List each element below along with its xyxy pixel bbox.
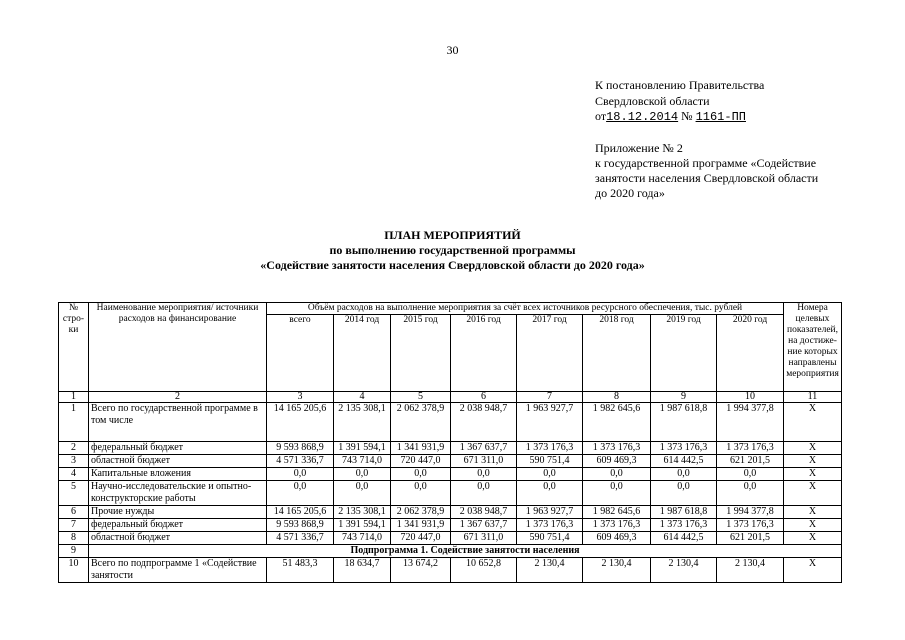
decree-line-1: К постановлению Правительства [595, 78, 765, 92]
row-value: 1 373 176,3 [651, 442, 717, 455]
row-name: федеральный бюджет [89, 442, 267, 455]
row-value: 1 373 176,3 [583, 442, 651, 455]
row-value: 1 994 377,8 [717, 403, 784, 442]
decree-date: 18.12.2014 [606, 110, 679, 124]
row-value: 0,0 [517, 468, 583, 481]
row-value: 0,0 [717, 481, 784, 506]
row-value: 14 165 205,6 [267, 506, 334, 519]
row-value: 671 311,0 [451, 455, 517, 468]
row-value: 671 311,0 [451, 532, 517, 545]
row-value: 0,0 [583, 468, 651, 481]
row-target: Х [784, 403, 842, 442]
row-value: 2 130,4 [517, 558, 583, 583]
table-row [59, 506, 842, 519]
row-target: Х [784, 455, 842, 468]
column-number: 6 [451, 392, 517, 403]
row-name: Капитальные вложения [89, 468, 267, 481]
row-value: 1 367 637,7 [451, 442, 517, 455]
row-number: 3 [59, 455, 89, 468]
row-value: 13 674,2 [391, 558, 451, 583]
header-year: 2018 год [583, 315, 651, 392]
row-number: 6 [59, 506, 89, 519]
header-num: № стро-ки [59, 303, 89, 392]
row-value: 9 593 868,9 [267, 519, 334, 532]
row-value: 2 130,4 [651, 558, 717, 583]
row-target: Х [784, 506, 842, 519]
header-year: 2017 год [517, 315, 583, 392]
header-year: 2020 год [717, 315, 784, 392]
header-year: 2019 год [651, 315, 717, 392]
row-value: 1 367 637,7 [451, 519, 517, 532]
header-name: Наименование мероприятия/ источники расходов на финансирование [89, 303, 267, 392]
table-row [59, 519, 842, 532]
title-line-1: ПЛАН МЕРОПРИЯТИЙ [384, 228, 521, 242]
row-value: 614 442,5 [651, 532, 717, 545]
row-value: 590 751,4 [517, 455, 583, 468]
column-number: 7 [517, 392, 583, 403]
row-value: 9 593 868,9 [267, 442, 334, 455]
row-value: 2 062 378,9 [391, 403, 451, 442]
row-value: 2 130,4 [583, 558, 651, 583]
row-value: 0,0 [517, 481, 583, 506]
column-number: 10 [717, 392, 784, 403]
row-value: 590 751,4 [517, 532, 583, 545]
table-row [59, 468, 842, 481]
table-row [59, 403, 842, 442]
column-number: 11 [784, 392, 842, 403]
row-value: 1 341 931,9 [391, 519, 451, 532]
document-title [0, 228, 905, 273]
row-name: Всего по подпрограмме 1 «Содействие занятости [89, 558, 267, 583]
row-value: 2 062 378,9 [391, 506, 451, 519]
row-value: 0,0 [334, 481, 391, 506]
row-target: Х [784, 481, 842, 506]
row-value: 0,0 [267, 481, 334, 506]
row-target: Х [784, 468, 842, 481]
row-value: 0,0 [651, 481, 717, 506]
row-value: 1 963 927,7 [517, 403, 583, 442]
row-value: 0,0 [334, 468, 391, 481]
row-value: 1 373 176,3 [651, 519, 717, 532]
decree-number: 1161-ПП [695, 110, 746, 124]
decree-date-line [595, 109, 764, 126]
row-value: 0,0 [267, 468, 334, 481]
row-value: 1 391 594,1 [334, 519, 391, 532]
plan-table [58, 302, 842, 583]
decree-from: от [595, 109, 607, 123]
row-value: 1 982 645,6 [583, 506, 651, 519]
row-name: федеральный бюджет [89, 519, 267, 532]
row-value: 1 373 176,3 [717, 519, 784, 532]
row-number: 10 [59, 558, 89, 583]
row-value: 4 571 336,7 [267, 455, 334, 468]
row-value: 743 714,0 [334, 532, 391, 545]
appendix-block [595, 141, 818, 201]
row-target: Х [784, 442, 842, 455]
row-value: 51 483,3 [267, 558, 334, 583]
row-number: 7 [59, 519, 89, 532]
appendix-line-4: до 2020 года» [595, 186, 665, 200]
row-value: 2 038 948,7 [451, 506, 517, 519]
table-row [59, 558, 842, 583]
decree-line-2: Свердловской области [595, 93, 710, 108]
table-row [59, 442, 842, 455]
row-value: 609 469,3 [583, 455, 651, 468]
decree-block [595, 78, 764, 126]
row-target: Х [784, 519, 842, 532]
header-year: 2015 год [391, 315, 451, 392]
table-row [59, 481, 842, 506]
header-targets: Номера целевых показателей, на достиже-ние которых направлены мероприятия [784, 303, 842, 392]
header-year: всего [267, 315, 334, 392]
row-value: 0,0 [451, 481, 517, 506]
row-value: 0,0 [391, 468, 451, 481]
row-number: 1 [59, 403, 89, 442]
row-name: Всего по государственной программе в том числе [89, 403, 267, 442]
row-name: областной бюджет [89, 532, 267, 545]
row-value: 2 135 308,1 [334, 506, 391, 519]
header-year: 2014 год [334, 315, 391, 392]
row-value: 10 652,8 [451, 558, 517, 583]
row-value: 1 987 618,8 [651, 506, 717, 519]
row-value: 1 994 377,8 [717, 506, 784, 519]
row-value: 621 201,5 [717, 455, 784, 468]
row-value: 1 982 645,6 [583, 403, 651, 442]
row-number: 5 [59, 481, 89, 506]
row-name: областной бюджет [89, 455, 267, 468]
row-value: 1 373 176,3 [517, 519, 583, 532]
row-value: 1 963 927,7 [517, 506, 583, 519]
row-value: 2 038 948,7 [451, 403, 517, 442]
row-value: 18 634,7 [334, 558, 391, 583]
row-value: 621 201,5 [717, 532, 784, 545]
row-value: 0,0 [451, 468, 517, 481]
row-value: 1 373 176,3 [717, 442, 784, 455]
row-number: 8 [59, 532, 89, 545]
table-row [59, 455, 842, 468]
row-name: Научно-исследовательские и опытно-конструкторские работы [89, 481, 267, 506]
page-number: 30 [446, 43, 459, 57]
row-value: 1 391 594,1 [334, 442, 391, 455]
header-expenses: Объём расходов на выполнение мероприятия за счёт всех источников ресурсного обеспечения, тыс. рублей [267, 303, 784, 315]
row-name: Прочие нужды [89, 506, 267, 519]
row-value: 720 447,0 [391, 532, 451, 545]
appendix-line-3: занятости населения Свердловской области [595, 171, 819, 185]
row-value: 14 165 205,6 [267, 403, 334, 442]
row-value: 1 341 931,9 [391, 442, 451, 455]
decree-no-sign: № [681, 109, 693, 123]
row-value: 0,0 [583, 481, 651, 506]
row-number: 9 [59, 545, 89, 558]
row-target: Х [784, 532, 842, 545]
subprogram-row [59, 545, 842, 558]
column-number: 3 [267, 392, 334, 403]
row-target: Х [784, 558, 842, 583]
row-value: 2 130,4 [717, 558, 784, 583]
row-value: 0,0 [717, 468, 784, 481]
column-number: 5 [391, 392, 451, 403]
row-value: 0,0 [651, 468, 717, 481]
column-number: 9 [651, 392, 717, 403]
row-value: 2 135 308,1 [334, 403, 391, 442]
row-value: 614 442,5 [651, 455, 717, 468]
row-value: 743 714,0 [334, 455, 391, 468]
subprogram-title: Подпрограмма 1. Содействие занятости населения [89, 545, 842, 558]
row-value: 720 447,0 [391, 455, 451, 468]
row-value: 0,0 [391, 481, 451, 506]
column-number: 1 [59, 392, 89, 403]
appendix-line-1: Приложение № 2 [595, 141, 683, 155]
column-number: 2 [89, 392, 267, 403]
row-number: 2 [59, 442, 89, 455]
title-line-2: по выполнению государственной программы [329, 243, 576, 257]
column-number: 4 [334, 392, 391, 403]
header-year: 2016 год [451, 315, 517, 392]
row-value: 1 987 618,8 [651, 403, 717, 442]
column-number: 8 [583, 392, 651, 403]
title-line-3: «Содействие занятости населения Свердловской области до 2020 года» [260, 258, 645, 272]
row-number: 4 [59, 468, 89, 481]
table-row [59, 532, 842, 545]
row-value: 609 469,3 [583, 532, 651, 545]
row-value: 1 373 176,3 [583, 519, 651, 532]
row-value: 1 373 176,3 [517, 442, 583, 455]
row-value: 4 571 336,7 [267, 532, 334, 545]
appendix-line-2: к государственной программе «Содействие [595, 156, 817, 170]
